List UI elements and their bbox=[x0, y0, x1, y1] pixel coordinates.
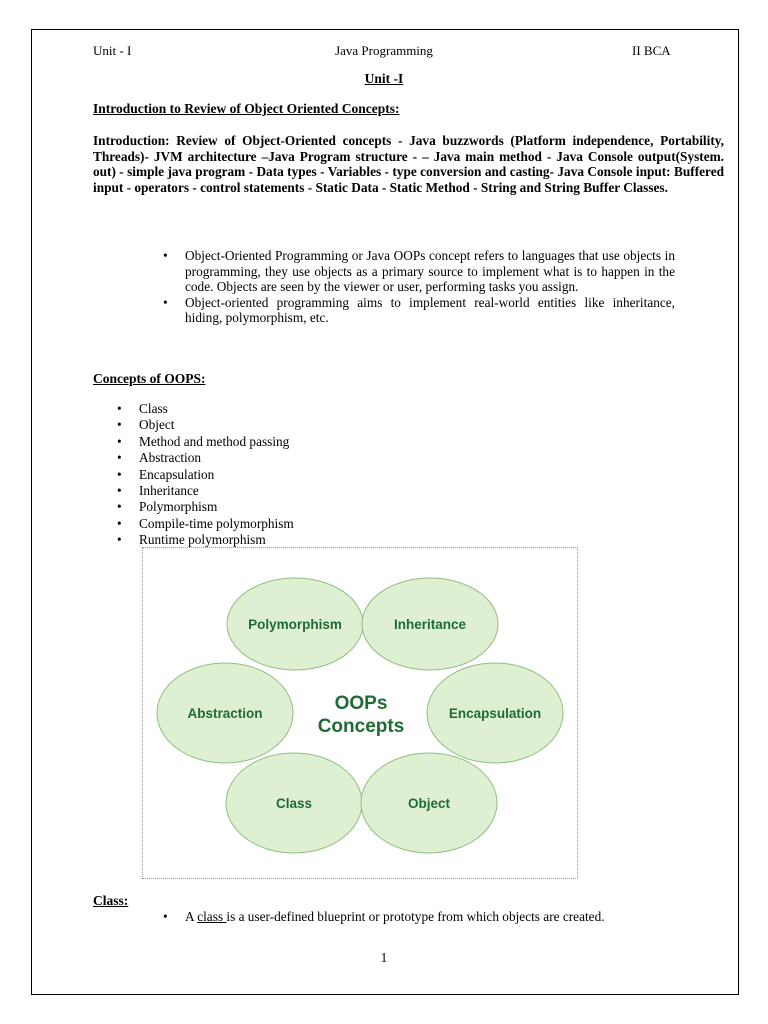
bullet-text: Object-Oriented Programming or Java OOPs concept refers to languages that use objects in programming, they use objects as a primary source to implement what is to happen in the code. Objects are seen by the viewer or user, performing tasks you assign. bbox=[185, 248, 675, 294]
class-bullet-rest: is a user-defined blueprint or prototype from which objects are created. bbox=[226, 909, 605, 924]
concept-label: Inheritance bbox=[139, 482, 199, 498]
node-label-class: Class bbox=[275, 796, 313, 811]
list-item bbox=[117, 417, 294, 433]
list-item bbox=[163, 295, 675, 326]
unit-title: Unit -I bbox=[364, 71, 404, 86]
concept-label: Runtime polymorphism bbox=[139, 532, 266, 548]
concept-label: Class bbox=[139, 401, 168, 416]
list-item bbox=[117, 401, 294, 417]
bullet-icon: • bbox=[163, 248, 168, 263]
concept-label: Object bbox=[139, 417, 175, 433]
center-label-line1: OOPs bbox=[334, 693, 388, 714]
bullet-icon: • bbox=[117, 532, 122, 548]
class-link[interactable]: class bbox=[197, 909, 227, 924]
bullet-icon: • bbox=[117, 450, 122, 466]
header-class: II BCA bbox=[632, 43, 671, 58]
list-item bbox=[117, 499, 294, 515]
bullet-icon: • bbox=[117, 499, 122, 515]
list-item bbox=[163, 248, 675, 295]
bullet-icon: • bbox=[117, 401, 122, 416]
concept-label: Abstraction bbox=[139, 450, 202, 466]
concept-label: Method and method passing bbox=[139, 433, 290, 449]
bullet-icon: • bbox=[117, 417, 122, 433]
oop-bullet-list bbox=[163, 248, 675, 326]
concepts-heading: Concepts of OOPS: bbox=[93, 371, 206, 386]
oops-concepts-diagram bbox=[142, 547, 578, 879]
bullet-icon: • bbox=[117, 482, 122, 498]
concept-label: Compile-time polymorphism bbox=[139, 515, 294, 531]
bullet-icon: • bbox=[117, 515, 122, 531]
class-bullet-prefix: A bbox=[185, 909, 198, 924]
bullet-icon: • bbox=[163, 909, 168, 924]
concepts-list bbox=[117, 401, 294, 549]
center-label-line2: Concepts bbox=[317, 716, 405, 737]
list-item bbox=[117, 434, 294, 450]
concept-label: Polymorphism bbox=[139, 499, 218, 515]
node-label-object: Object bbox=[407, 796, 451, 811]
page-number: 1 bbox=[380, 950, 388, 965]
bullet-text: Object-oriented programming aims to implement real-world entities like inheritance, hiding, polymorphism, etc. bbox=[185, 294, 675, 325]
node-label-inheritance: Inheritance bbox=[393, 617, 467, 632]
class-bullet-item bbox=[163, 909, 605, 925]
list-item bbox=[117, 516, 294, 532]
intro-heading: Introduction to Review of Object Oriented Concepts: bbox=[93, 101, 400, 116]
node-label-abstraction: Abstraction bbox=[187, 706, 263, 721]
node-label-polymorphism: Polymorphism bbox=[248, 617, 342, 632]
bullet-icon: • bbox=[163, 294, 168, 310]
bullet-icon: • bbox=[117, 433, 122, 449]
node-label-encapsulation: Encapsulation bbox=[448, 706, 542, 721]
bullet-icon: • bbox=[117, 466, 122, 482]
diagram-svg bbox=[143, 548, 577, 878]
list-item bbox=[117, 450, 294, 466]
header-unit: Unit - I bbox=[93, 43, 132, 58]
list-item bbox=[117, 467, 294, 483]
list-item bbox=[117, 483, 294, 499]
intro-paragraph: Introduction: Review of Object-Oriented concepts - Java buzzwords (Platform independence, Portability, Threads)- JVM architecture –Java Program structure - – Java main method - Java Console output(System. out) - simple java program - Data types - Variables - type conversion and casting- Java Console input: Buffered input - operators - control statements - Static Data - Static Method - String and String Buffer Classes. bbox=[93, 133, 724, 195]
class-heading: Class: bbox=[93, 893, 129, 908]
header-course-text: Java Programming bbox=[335, 43, 433, 58]
concept-label: Encapsulation bbox=[139, 466, 215, 482]
